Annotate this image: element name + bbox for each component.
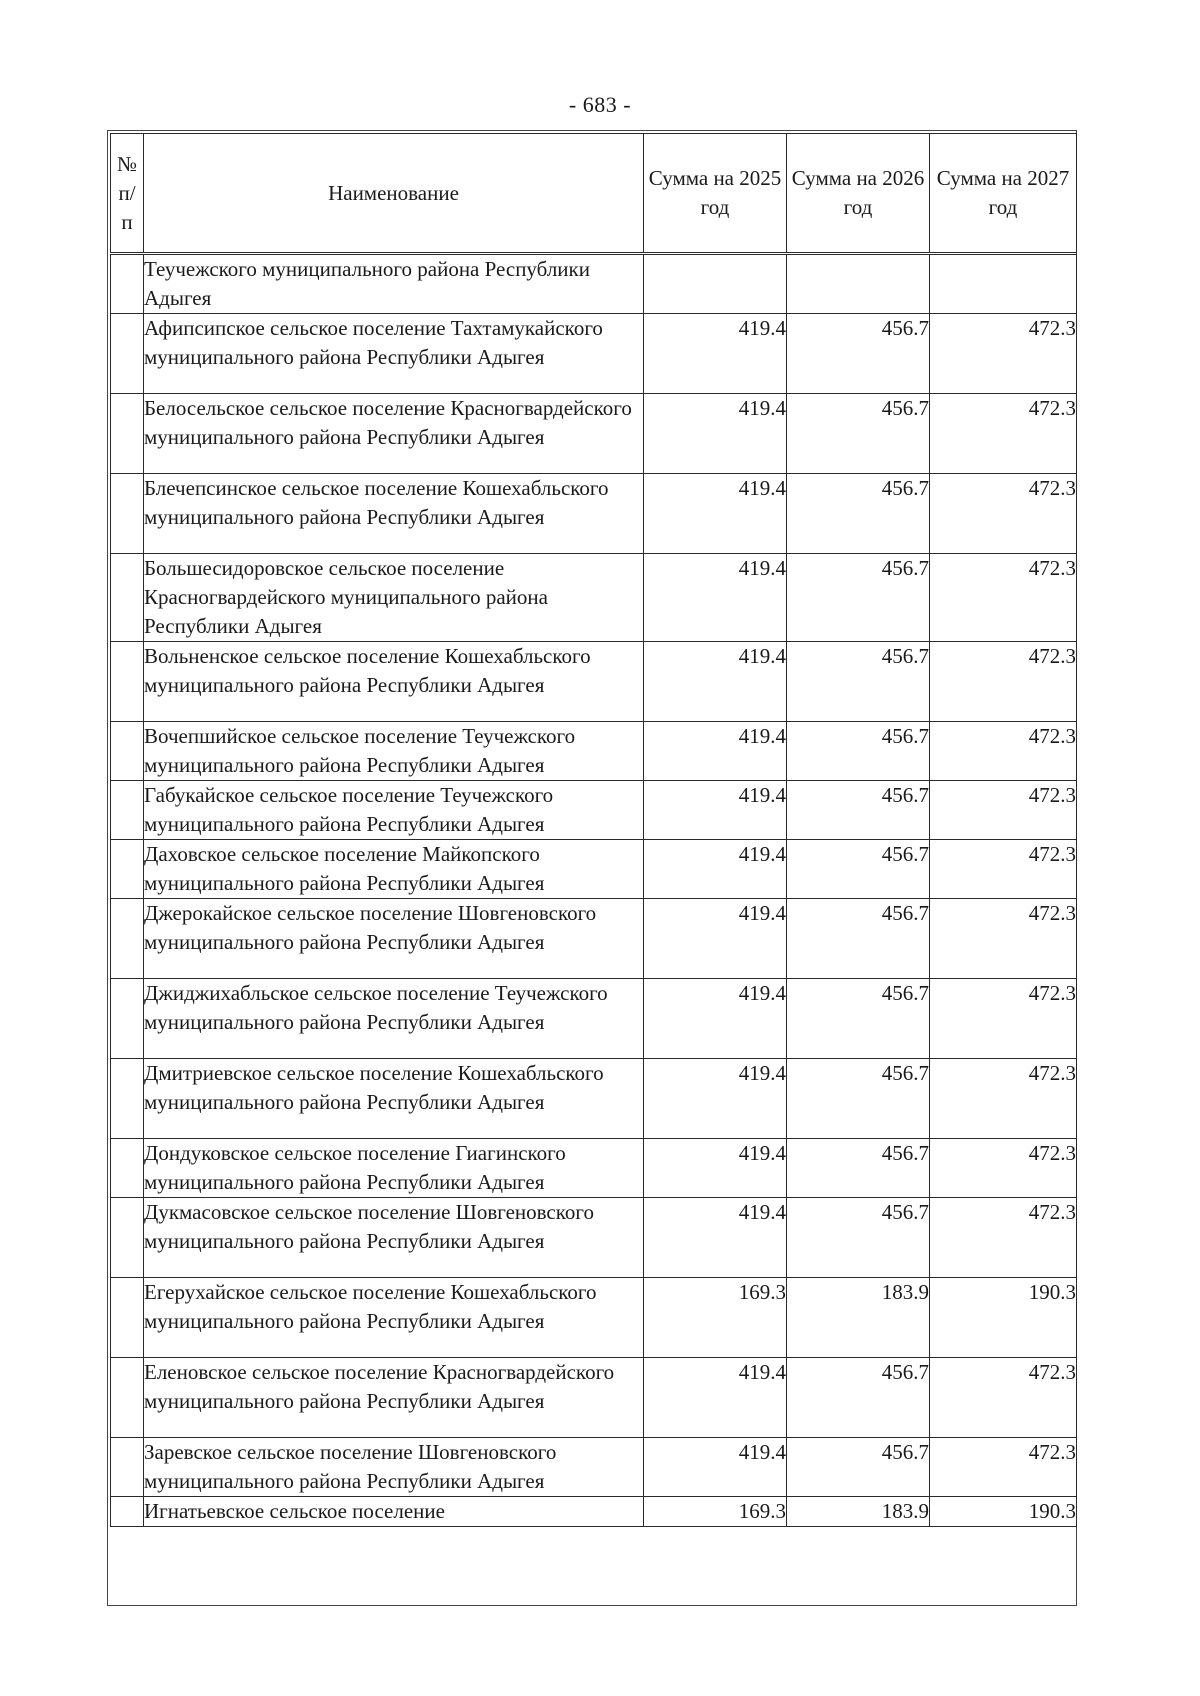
table-row xyxy=(111,840,1077,899)
sum-2027-cell: 472.3 xyxy=(930,1438,1077,1497)
sum-2027-cell: 472.3 xyxy=(930,979,1077,1059)
sum-2027-cell: 472.3 xyxy=(930,781,1077,840)
row-number-cell xyxy=(111,642,144,722)
row-number-cell xyxy=(111,1059,144,1139)
sum-2027-cell: 472.3 xyxy=(930,1198,1077,1278)
sum-2026-cell xyxy=(787,254,930,314)
sum-2027-cell: 472.3 xyxy=(930,394,1077,474)
sum-2025-cell: 419.4 xyxy=(644,314,787,394)
row-number-cell xyxy=(111,1497,144,1527)
sum-2025-cell: 419.4 xyxy=(644,1059,787,1139)
sum-2025-cell: 419.4 xyxy=(644,722,787,781)
row-number-cell xyxy=(111,254,144,314)
sum-2025-cell xyxy=(644,254,787,314)
settlement-name-cell: Вольненское сельское поселение Кошехабльского муниципального района Республики Адыгея xyxy=(144,642,644,722)
row-number-cell xyxy=(111,979,144,1059)
sum-2025-cell: 419.4 xyxy=(644,642,787,722)
sum-2026-cell: 456.7 xyxy=(787,554,930,642)
table-row xyxy=(111,979,1077,1059)
sum-2025-cell: 419.4 xyxy=(644,1438,787,1497)
sum-2025-cell: 419.4 xyxy=(644,1198,787,1278)
table-row xyxy=(111,1497,1077,1527)
sum-2026-cell: 456.7 xyxy=(787,899,930,979)
sum-2026-cell: 456.7 xyxy=(787,1438,930,1497)
sum-2026-cell: 456.7 xyxy=(787,1059,930,1139)
table-row xyxy=(111,314,1077,394)
table-row xyxy=(111,1198,1077,1278)
sum-2027-cell xyxy=(930,254,1077,314)
sum-2026-cell: 456.7 xyxy=(787,314,930,394)
row-number-cell xyxy=(111,781,144,840)
table-row xyxy=(111,254,1077,314)
row-number-cell xyxy=(111,314,144,394)
settlement-name-cell: Дукмасовское сельское поселение Шовгеновского муниципального района Республики Адыгея xyxy=(144,1198,644,1278)
sum-2025-cell: 419.4 xyxy=(644,474,787,554)
row-number-cell xyxy=(111,840,144,899)
settlement-name-cell: Егерухайское сельское поселение Кошехабльского муниципального района Республики Адыгея xyxy=(144,1278,644,1358)
sum-2025-cell: 419.4 xyxy=(644,899,787,979)
sum-2026-cell: 456.7 xyxy=(787,642,930,722)
sum-2025-cell: 419.4 xyxy=(644,1358,787,1438)
settlement-name-cell: Белосельское сельское поселение Красногвардейского муниципального района Республики Адыгея xyxy=(144,394,644,474)
header-name: Наименование xyxy=(144,134,644,254)
settlement-name-cell: Даховское сельское поселение Майкопского муниципального района Республики Адыгея xyxy=(144,840,644,899)
sum-2026-cell: 456.7 xyxy=(787,840,930,899)
sum-2026-cell: 183.9 xyxy=(787,1497,930,1527)
sum-2027-cell: 472.3 xyxy=(930,642,1077,722)
row-number-cell xyxy=(111,1358,144,1438)
table-row xyxy=(111,1278,1077,1358)
sum-2027-cell: 190.3 xyxy=(930,1497,1077,1527)
page-number: - 683 - xyxy=(568,92,632,117)
sum-2026-cell: 456.7 xyxy=(787,722,930,781)
header-number: № п/п xyxy=(111,134,144,254)
settlement-name-cell: Вочепшийское сельское поселение Теучежского муниципального района Республики Адыгея xyxy=(144,722,644,781)
table-header-row xyxy=(111,134,1077,254)
table-row xyxy=(111,394,1077,474)
sum-2025-cell: 419.4 xyxy=(644,979,787,1059)
sum-2027-cell: 190.3 xyxy=(930,1278,1077,1358)
table-row xyxy=(111,1139,1077,1198)
settlement-name-cell: Еленовское сельское поселение Красногвардейского муниципального района Республики Адыгея xyxy=(144,1358,644,1438)
sum-2026-cell: 456.7 xyxy=(787,1358,930,1438)
sum-2026-cell: 456.7 xyxy=(787,1198,930,1278)
sum-2025-cell: 419.4 xyxy=(644,394,787,474)
settlement-name-cell: Дондуковское сельское поселение Гиагинского муниципального района Республики Адыгея xyxy=(144,1139,644,1198)
sum-2027-cell: 472.3 xyxy=(930,840,1077,899)
header-sum-2026: Сумма на 2026 год xyxy=(787,134,930,254)
sum-2025-cell: 419.4 xyxy=(644,554,787,642)
row-number-cell xyxy=(111,394,144,474)
table-row xyxy=(111,1438,1077,1497)
sum-2027-cell: 472.3 xyxy=(930,1139,1077,1198)
table-row xyxy=(111,781,1077,840)
table-row xyxy=(111,722,1077,781)
sum-2027-cell: 472.3 xyxy=(930,314,1077,394)
sum-2026-cell: 456.7 xyxy=(787,394,930,474)
row-number-cell xyxy=(111,1438,144,1497)
header-sum-2027: Сумма на 2027 год xyxy=(930,134,1077,254)
settlement-name-cell: Дмитриевское сельское поселение Кошехабльского муниципального района Республики Адыгея xyxy=(144,1059,644,1139)
sum-2027-cell: 472.3 xyxy=(930,899,1077,979)
budget-table xyxy=(110,133,1077,1527)
sum-2027-cell: 472.3 xyxy=(930,1358,1077,1438)
sum-2026-cell: 456.7 xyxy=(787,781,930,840)
sum-2026-cell: 456.7 xyxy=(787,979,930,1059)
settlement-name-cell: Джерокайское сельское поселение Шовгеновского муниципального района Республики Адыгея xyxy=(144,899,644,979)
row-number-cell xyxy=(111,722,144,781)
sum-2025-cell: 419.4 xyxy=(644,840,787,899)
row-number-cell xyxy=(111,1198,144,1278)
sum-2026-cell: 183.9 xyxy=(787,1278,930,1358)
sum-2025-cell: 169.3 xyxy=(644,1278,787,1358)
settlement-name-cell: Афипсипское сельское поселение Тахтамукайского муниципального района Республики Адыгея xyxy=(144,314,644,394)
header-sum-2025: Сумма на 2025 год xyxy=(644,134,787,254)
row-number-cell xyxy=(111,899,144,979)
sum-2026-cell: 456.7 xyxy=(787,1139,930,1198)
settlement-name-cell: Теучежского муниципального района Республики Адыгея xyxy=(144,254,644,314)
table-row xyxy=(111,1059,1077,1139)
sum-2027-cell: 472.3 xyxy=(930,1059,1077,1139)
row-number-cell xyxy=(111,1278,144,1358)
row-number-cell xyxy=(111,1139,144,1198)
sum-2027-cell: 472.3 xyxy=(930,722,1077,781)
table-row xyxy=(111,474,1077,554)
table-row xyxy=(111,1358,1077,1438)
sum-2026-cell: 456.7 xyxy=(787,474,930,554)
table-row xyxy=(111,554,1077,642)
row-number-cell xyxy=(111,474,144,554)
settlement-name-cell: Блечепсинское сельское поселение Кошехабльского муниципального района Республики Адыгея xyxy=(144,474,644,554)
settlement-name-cell: Большесидоровское сельское поселение Красногвардейского муниципального района Республики Адыгея xyxy=(144,554,644,642)
settlement-name-cell: Заревское сельское поселение Шовгеновского муниципального района Республики Адыгея xyxy=(144,1438,644,1497)
row-number-cell xyxy=(111,554,144,642)
table-body xyxy=(111,254,1077,1527)
sum-2025-cell: 169.3 xyxy=(644,1497,787,1527)
sum-2027-cell: 472.3 xyxy=(930,474,1077,554)
settlement-name-cell: Джиджихабльское сельское поселение Теучежского муниципального района Республики Адыгея xyxy=(144,979,644,1059)
settlement-name-cell: Габукайское сельское поселение Теучежского муниципального района Республики Адыгея xyxy=(144,781,644,840)
sum-2025-cell: 419.4 xyxy=(644,1139,787,1198)
table-row xyxy=(111,899,1077,979)
settlement-name-cell: Игнатьевское сельское поселение xyxy=(144,1497,644,1527)
table-row xyxy=(111,642,1077,722)
sum-2025-cell: 419.4 xyxy=(644,781,787,840)
sum-2027-cell: 472.3 xyxy=(930,554,1077,642)
